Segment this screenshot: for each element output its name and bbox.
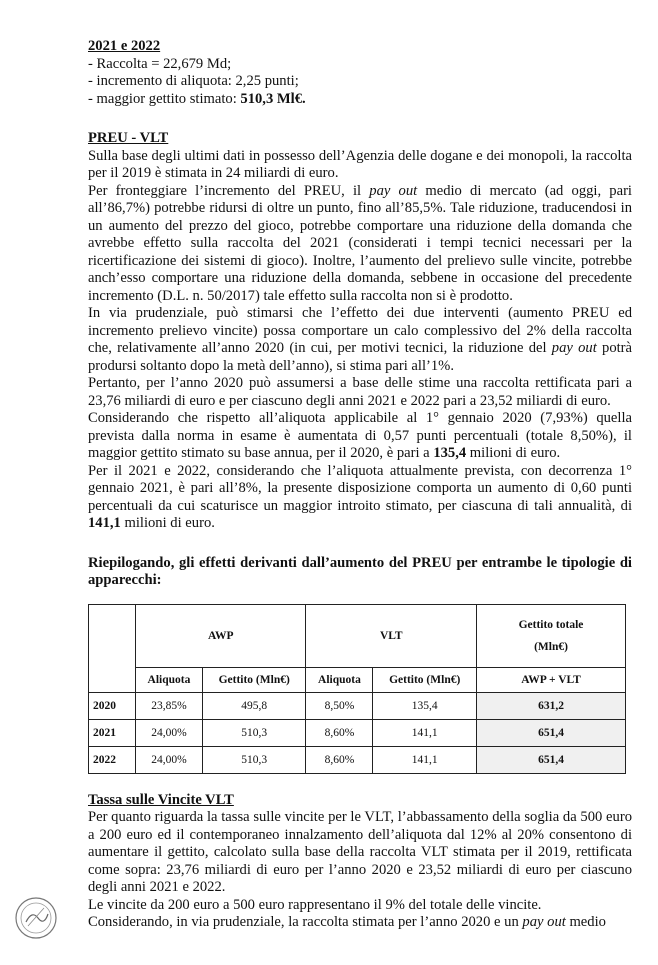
total-header-line1: Gettito totale: [518, 618, 584, 631]
vlt-header: VLT: [306, 604, 477, 667]
awp-aliquota-cell: 23,85%: [136, 692, 203, 719]
section-title-tassa-vincite: Tassa sulle Vincite VLT: [88, 791, 234, 808]
text-run: milioni di euro.: [466, 445, 561, 461]
aliquota-line: - incremento di aliquota: 2,25 punti;: [88, 73, 299, 89]
section-title-2021-2022: 2021 e 2022: [88, 38, 161, 54]
vlt-gettito-header: Gettito (Mln€): [373, 667, 477, 692]
year-cell: 2021: [89, 719, 136, 746]
vlt-gettito-cell: 141,1: [373, 719, 477, 746]
awp-gettito-cell: 510,3: [202, 746, 306, 773]
paragraph: Per quanto riguarda la tassa sulle vincite per le VLT, l’abbassamento della soglia da 500 euro a 200 euro ed il contemporaneo innalzamento dell’aliquota dal 12% al 20% consentono di aumentare il gettito, calcolato sulla base della raccolta VLT stimata per il 2019, rettificata come sopra: 23,76 miliardi di euro per l’anno 2020 e 23,52 miliardi di euro per ciascuno degli anni 2021 e 2022.: [88, 809, 632, 895]
text-run: potrà prodursi soltanto dopo la metà dell’anno), si stima pari all’1%.: [88, 340, 633, 374]
text-run: medio di mercato (ad oggi, pari all’86,7%) potrebbe ridursi di oltre un punto, fino all’85,5%. Tale riduzione, traducendosi in un aumento del prezzo del gioco, potrebbe comportare una riduzione della domanda che avrebbe effetto sulla raccolta del 2021 (considerati i tempi tecnici necessari per la ricertificazione dei sistemi di gioco). Inoltre, l’aumento del prelievo sulle vincite, potrebbe anch’esso comportare una riduzione della domanda, sebbene in occasione del precedente incremento (D.L. n. 50/2017) tale effetto sulla raccolta non si è prodotto.: [88, 182, 632, 304]
total-header: [477, 604, 626, 667]
awp-header: AWP: [136, 604, 306, 667]
year-cell: 2022: [89, 746, 136, 773]
text-run: milioni di euro.: [120, 515, 215, 531]
raccolta-line: - Raccolta = 22,679 Md;: [88, 55, 232, 72]
awp-aliquota-cell: 24,00%: [136, 746, 203, 773]
awp-aliquota-header: Aliquota: [136, 667, 203, 692]
section-title-preu-vlt: PREU - VLT: [88, 130, 169, 146]
awp-gettito-header: Gettito (Mln€): [202, 667, 306, 692]
summary-heading: Riepilogando, gli effetti derivanti dall’aumento del PREU per entrambe le tipologie di apparecchi:: [88, 554, 632, 588]
year-cell: 2020: [89, 692, 136, 719]
bold-value: 141,1: [88, 515, 121, 531]
vlt-aliquota-cell: 8,50%: [306, 692, 373, 719]
table-corner-cell: [89, 604, 136, 692]
text-run: Considerando che rispetto all’aliquota applicabile al 1° gennaio 2020 (7,93%) quella prevista dalla norma in esame è aumentata di 0,57 punti percentuali (totale 8,50%), il maggior gettito stimato su base annua, per il 2020, è pari a: [88, 410, 632, 461]
vlt-aliquota-cell: 8,60%: [306, 719, 373, 746]
vlt-aliquota-cell: 8,60%: [306, 746, 373, 773]
gettito-value: 510,3 Ml€.: [240, 90, 306, 107]
table-row: [89, 746, 626, 773]
paragraph: Le vincite da 200 euro a 500 euro rappresentano il 9% del totale delle vincite.: [88, 896, 542, 913]
bold-value: 135,4: [433, 445, 467, 461]
vlt-gettito-cell: 141,1: [373, 746, 477, 773]
paragraph: [88, 410, 632, 463]
effects-table: [88, 604, 626, 774]
total-cell: 651,4: [477, 719, 626, 746]
total-cell: 631,2: [477, 692, 626, 719]
italic-term: pay out: [522, 914, 566, 930]
total-cell: 651,4: [477, 746, 626, 773]
vlt-aliquota-header: Aliquota: [306, 667, 373, 692]
table-row: [89, 692, 626, 719]
total-sum-header: AWP + VLT: [477, 667, 626, 692]
italic-term: pay out: [551, 340, 597, 356]
paragraph: [88, 183, 632, 306]
italic-term: pay out: [369, 182, 418, 199]
text-run: medio: [565, 914, 606, 930]
text-run: In via prudenziale, può stimarsi che l’effetto dei due interventi (aumento PREU ed incremento prelievo vincite) possa comportare un calo complessivo del 2% della raccolta che, relativamente all’anno 2020 (in cui, per motivi tecnici, la riduzione del: [88, 305, 632, 356]
paragraph: [88, 914, 632, 932]
document-page: [88, 38, 632, 932]
text-run: Per il 2021 e 2022, considerando che l’aliquota attualmente prevista, con decorrenza 1° gennaio 2021, è pari all’8%, la presente disposizione comporta un aumento di 0,60 punti percentuali da cui scaturisce un maggior introito stimato, per ciascuna di tali annualità, di: [88, 462, 632, 514]
paragraph: Sulla base degli ultimi dati in possesso dell’Agenzia delle dogane e dei monopoli, la raccolta per il 2019 è stimata in 24 miliardi di euro.: [88, 147, 632, 181]
vlt-gettito-cell: 135,4: [373, 692, 477, 719]
paragraph: [88, 305, 632, 375]
gettito-label: - maggior gettito stimato:: [88, 90, 241, 107]
paragraph: Pertanto, per l’anno 2020 può assumersi a base delle stime una raccolta rettificata pari a 23,76 miliardi di euro e per ciascuno degli anni 2021 e 2022 pari a 23,52 miliardi di euro.: [88, 375, 632, 409]
awp-aliquota-cell: 24,00%: [136, 719, 203, 746]
total-header-line2: (Mln€): [534, 640, 568, 653]
gettito-line: [88, 91, 632, 109]
table-row: [89, 719, 626, 746]
text-run: Considerando, in via prudenziale, la raccolta stimata per l’anno 2020 e un: [88, 914, 523, 930]
paragraph: [88, 463, 632, 533]
official-stamp-icon: [14, 896, 58, 940]
awp-gettito-cell: 495,8: [202, 692, 306, 719]
text-run: Per fronteggiare l’incremento del PREU, il: [88, 182, 370, 199]
awp-gettito-cell: 510,3: [202, 719, 306, 746]
